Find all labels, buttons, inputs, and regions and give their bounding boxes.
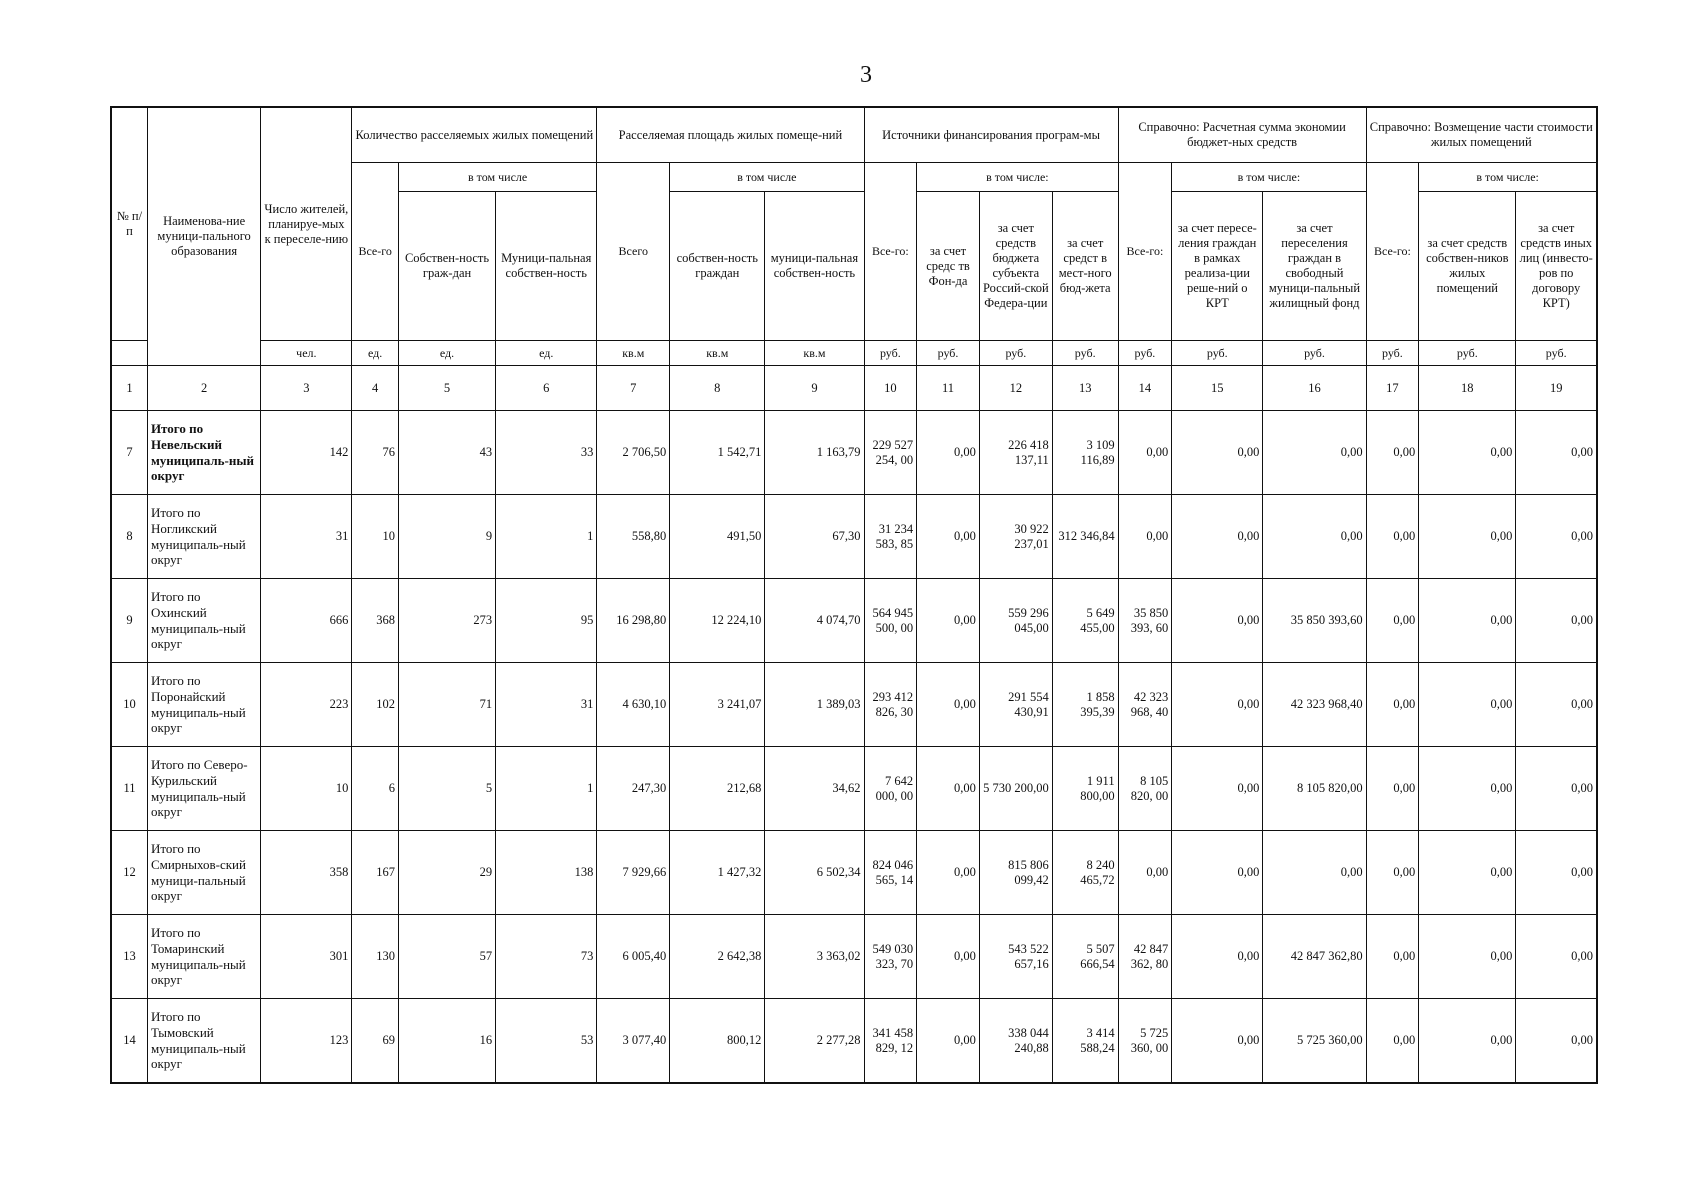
cell-c10: 549 030 323, 70 — [864, 915, 917, 999]
cell-c15: 0,00 — [1172, 579, 1263, 663]
cell-c10: 7 642 000, 00 — [864, 747, 917, 831]
cell-c13: 1 858 395,39 — [1052, 663, 1118, 747]
header-fin-total: Все-го: — [864, 163, 917, 341]
row-number: 12 — [111, 831, 147, 915]
column-number: 9 — [765, 366, 864, 411]
cell-c19: 0,00 — [1516, 411, 1597, 495]
table-row — [111, 411, 1597, 495]
unit-cell: кв.м — [765, 341, 864, 366]
cell-c4: 69 — [352, 999, 399, 1084]
cell-c9: 1 389,03 — [765, 663, 864, 747]
cell-c18: 0,00 — [1419, 915, 1516, 999]
column-number: 7 — [597, 366, 670, 411]
row-number: 7 — [111, 411, 147, 495]
table-row — [111, 495, 1597, 579]
cell-c10: 341 458 829, 12 — [864, 999, 917, 1084]
cell-c12: 226 418 137,11 — [979, 411, 1052, 495]
header-group-area: Расселяемая площадь жилых помеще-ний — [597, 107, 864, 163]
cell-c18: 0,00 — [1419, 495, 1516, 579]
cell-c13: 312 346,84 — [1052, 495, 1118, 579]
cell-c6: 73 — [496, 915, 597, 999]
header-comp-total: Все-го: — [1366, 163, 1419, 341]
table-row — [111, 999, 1597, 1084]
cell-c12: 5 730 200,00 — [979, 747, 1052, 831]
cell-c16: 8 105 820,00 — [1263, 747, 1366, 831]
cell-c12: 815 806 099,42 — [979, 831, 1052, 915]
cell-c8: 2 642,38 — [670, 915, 765, 999]
municipality-name: Итого по Ногликский муниципаль-ный округ — [147, 495, 260, 579]
column-number: 13 — [1052, 366, 1118, 411]
header-group-economy: Справочно: Расчетная сумма экономии бюджет-ных средств — [1118, 107, 1366, 163]
municipality-name: Итого по Поронайский муниципаль-ный округ — [147, 663, 260, 747]
cell-c9: 34,62 — [765, 747, 864, 831]
cell-c7: 247,30 — [597, 747, 670, 831]
table-row — [111, 831, 1597, 915]
row-number: 9 — [111, 579, 147, 663]
cell-c15: 0,00 — [1172, 411, 1263, 495]
unit-cell: ед. — [398, 341, 495, 366]
cell-c17: 0,00 — [1366, 495, 1419, 579]
cell-c8: 212,68 — [670, 747, 765, 831]
cell-c19: 0,00 — [1516, 495, 1597, 579]
cell-c6: 138 — [496, 831, 597, 915]
header-comp-others: за счет средств иных лиц (инвесто-ров по договору КРТ) — [1516, 192, 1597, 341]
cell-c3: 142 — [261, 411, 352, 495]
municipality-name: Итого по Тымовский муниципаль-ный округ — [147, 999, 260, 1084]
cell-c11: 0,00 — [917, 579, 980, 663]
cell-c14: 8 105 820, 00 — [1118, 747, 1172, 831]
cell-c5: 16 — [398, 999, 495, 1084]
cell-c4: 102 — [352, 663, 399, 747]
cell-c7: 4 630,10 — [597, 663, 670, 747]
cell-c8: 800,12 — [670, 999, 765, 1084]
cell-c13: 3 414 588,24 — [1052, 999, 1118, 1084]
cell-c17: 0,00 — [1366, 663, 1419, 747]
cell-c10: 824 046 565, 14 — [864, 831, 917, 915]
cell-c18: 0,00 — [1419, 663, 1516, 747]
cell-c8: 3 241,07 — [670, 663, 765, 747]
column-number: 18 — [1419, 366, 1516, 411]
cell-c4: 6 — [352, 747, 399, 831]
unit-cell: руб. — [917, 341, 980, 366]
cell-c11: 0,00 — [917, 411, 980, 495]
column-number: 11 — [917, 366, 980, 411]
unit-cell: руб. — [1172, 341, 1263, 366]
header-comp-in-that: в том числе: — [1419, 163, 1597, 192]
cell-c6: 95 — [496, 579, 597, 663]
cell-c11: 0,00 — [917, 999, 980, 1084]
cell-c14: 0,00 — [1118, 411, 1172, 495]
cell-c16: 0,00 — [1263, 831, 1366, 915]
cell-c3: 358 — [261, 831, 352, 915]
cell-c16: 42 323 968,40 — [1263, 663, 1366, 747]
cell-c3: 10 — [261, 747, 352, 831]
cell-c15: 0,00 — [1172, 831, 1263, 915]
header-econ-krt: за счет пересе-ления граждан в рамках реализа-ции реше-ний о КРТ — [1172, 192, 1263, 341]
cell-c9: 3 363,02 — [765, 915, 864, 999]
column-number: 17 — [1366, 366, 1419, 411]
cell-c9: 67,30 — [765, 495, 864, 579]
cell-c14: 42 847 362, 80 — [1118, 915, 1172, 999]
cell-c7: 6 005,40 — [597, 915, 670, 999]
cell-c18: 0,00 — [1419, 579, 1516, 663]
row-number: 10 — [111, 663, 147, 747]
column-number: 5 — [398, 366, 495, 411]
cell-c19: 0,00 — [1516, 579, 1597, 663]
column-number: 4 — [352, 366, 399, 411]
table-row — [111, 915, 1597, 999]
header-name: Наименова-ние муници-пального образования — [147, 107, 260, 366]
header-qty-private: Собствен-ность граж-дан — [398, 192, 495, 341]
cell-c14: 5 725 360, 00 — [1118, 999, 1172, 1084]
unit-cell: кв.м — [670, 341, 765, 366]
cell-c5: 57 — [398, 915, 495, 999]
cell-c4: 10 — [352, 495, 399, 579]
table-row — [111, 579, 1597, 663]
cell-c18: 0,00 — [1419, 411, 1516, 495]
cell-c3: 666 — [261, 579, 352, 663]
header-area-in-that: в том числе — [670, 163, 864, 192]
cell-c4: 76 — [352, 411, 399, 495]
header-area-private: собствен-ность граждан — [670, 192, 765, 341]
header-area-municipal: муници-пальная собствен-ность — [765, 192, 864, 341]
cell-c15: 0,00 — [1172, 999, 1263, 1084]
header-group-financing: Источники финансирования програм-мы — [864, 107, 1118, 163]
cell-c7: 558,80 — [597, 495, 670, 579]
resettlement-table — [110, 106, 1598, 1084]
cell-c8: 12 224,10 — [670, 579, 765, 663]
cell-c8: 1 427,32 — [670, 831, 765, 915]
cell-c12: 559 296 045,00 — [979, 579, 1052, 663]
unit-cell: ед. — [352, 341, 399, 366]
cell-c7: 7 929,66 — [597, 831, 670, 915]
cell-c12: 543 522 657,16 — [979, 915, 1052, 999]
cell-c9: 4 074,70 — [765, 579, 864, 663]
header-no: № п/ п — [111, 107, 147, 341]
table-row — [111, 747, 1597, 831]
cell-c15: 0,00 — [1172, 495, 1263, 579]
unit-cell: руб. — [1366, 341, 1419, 366]
unit-cell: руб. — [864, 341, 917, 366]
cell-c11: 0,00 — [917, 831, 980, 915]
cell-c6: 33 — [496, 411, 597, 495]
municipality-name: Итого по Смирныхов-ский муници-пальный округ — [147, 831, 260, 915]
cell-c5: 5 — [398, 747, 495, 831]
cell-c14: 0,00 — [1118, 495, 1172, 579]
cell-c17: 0,00 — [1366, 579, 1419, 663]
cell-c10: 564 945 500, 00 — [864, 579, 917, 663]
unit-cell: руб. — [1419, 341, 1516, 366]
header-econ-total: Все-го: — [1118, 163, 1172, 341]
cell-c11: 0,00 — [917, 495, 980, 579]
cell-c4: 368 — [352, 579, 399, 663]
cell-c11: 0,00 — [917, 663, 980, 747]
cell-c9: 6 502,34 — [765, 831, 864, 915]
header-fin-fund: за счет средс тв Фон-да — [917, 192, 980, 341]
unit-cell: руб. — [1118, 341, 1172, 366]
row-number: 11 — [111, 747, 147, 831]
column-number: 2 — [147, 366, 260, 411]
row-number: 14 — [111, 999, 147, 1084]
municipality-name: Итого по Охинский муниципаль-ный округ — [147, 579, 260, 663]
cell-c9: 1 163,79 — [765, 411, 864, 495]
row-number: 8 — [111, 495, 147, 579]
cell-c11: 0,00 — [917, 915, 980, 999]
cell-c3: 31 — [261, 495, 352, 579]
cell-c17: 0,00 — [1366, 831, 1419, 915]
cell-c13: 1 911 800,00 — [1052, 747, 1118, 831]
cell-c17: 0,00 — [1366, 999, 1419, 1084]
cell-c6: 53 — [496, 999, 597, 1084]
unit-cell: кв.м — [597, 341, 670, 366]
unit-cell: руб. — [979, 341, 1052, 366]
unit-cell: руб. — [1263, 341, 1366, 366]
cell-c19: 0,00 — [1516, 747, 1597, 831]
cell-c18: 0,00 — [1419, 831, 1516, 915]
header-econ-in-that: в том числе: — [1172, 163, 1366, 192]
column-number: 16 — [1263, 366, 1366, 411]
cell-c13: 5 507 666,54 — [1052, 915, 1118, 999]
cell-c16: 35 850 393,60 — [1263, 579, 1366, 663]
cell-c15: 0,00 — [1172, 915, 1263, 999]
municipality-name: Итого по Томаринский муниципаль-ный округ — [147, 915, 260, 999]
cell-c15: 0,00 — [1172, 663, 1263, 747]
cell-c15: 0,00 — [1172, 747, 1263, 831]
column-number: 19 — [1516, 366, 1597, 411]
units-row — [111, 341, 1597, 366]
unit-cell: ед. — [496, 341, 597, 366]
column-number: 6 — [496, 366, 597, 411]
cell-c13: 5 649 455,00 — [1052, 579, 1118, 663]
cell-c10: 31 234 583, 85 — [864, 495, 917, 579]
header-fin-region: за счет средств бюджета субъекта Россий-ской Федера-ции — [979, 192, 1052, 341]
cell-c6: 1 — [496, 495, 597, 579]
header-area-total: Всего — [597, 163, 670, 341]
cell-c7: 16 298,80 — [597, 579, 670, 663]
unit-cell: чел. — [261, 341, 352, 366]
column-number: 10 — [864, 366, 917, 411]
header-econ-free: за счет переселения граждан в свободный муници-пальный жилищный фонд — [1263, 192, 1366, 341]
cell-c16: 5 725 360,00 — [1263, 999, 1366, 1084]
header-fin-in-that: в том числе: — [917, 163, 1118, 192]
header-group-qty: Количество расселяемых жилых помещений — [352, 107, 597, 163]
cell-c7: 3 077,40 — [597, 999, 670, 1084]
cell-c12: 291 554 430,91 — [979, 663, 1052, 747]
header-fin-local: за счет средст в мест-ного бюд-жета — [1052, 192, 1118, 341]
table-row — [111, 663, 1597, 747]
cell-c18: 0,00 — [1419, 999, 1516, 1084]
cell-c16: 0,00 — [1263, 411, 1366, 495]
cell-c16: 42 847 362,80 — [1263, 915, 1366, 999]
cell-c8: 1 542,71 — [670, 411, 765, 495]
cell-c11: 0,00 — [917, 747, 980, 831]
cell-c9: 2 277,28 — [765, 999, 864, 1084]
unit-cell — [111, 341, 147, 366]
cell-c5: 43 — [398, 411, 495, 495]
cell-c14: 42 323 968, 40 — [1118, 663, 1172, 747]
cell-c3: 301 — [261, 915, 352, 999]
cell-c7: 2 706,50 — [597, 411, 670, 495]
cell-c19: 0,00 — [1516, 831, 1597, 915]
cell-c4: 130 — [352, 915, 399, 999]
cell-c13: 3 109 116,89 — [1052, 411, 1118, 495]
unit-cell: руб. — [1516, 341, 1597, 366]
cell-c3: 123 — [261, 999, 352, 1084]
cell-c6: 31 — [496, 663, 597, 747]
column-numbers-row — [111, 366, 1597, 411]
cell-c5: 9 — [398, 495, 495, 579]
municipality-name: Итого по Невельский муниципаль-ный округ — [147, 411, 260, 495]
cell-c17: 0,00 — [1366, 747, 1419, 831]
cell-c14: 35 850 393, 60 — [1118, 579, 1172, 663]
cell-c19: 0,00 — [1516, 663, 1597, 747]
cell-c12: 338 044 240,88 — [979, 999, 1052, 1084]
column-number: 1 — [111, 366, 147, 411]
column-number: 3 — [261, 366, 352, 411]
cell-c14: 0,00 — [1118, 831, 1172, 915]
header-group-compensation: Справочно: Возмещение части стоимости жилых помещений — [1366, 107, 1597, 163]
cell-c18: 0,00 — [1419, 747, 1516, 831]
cell-c3: 223 — [261, 663, 352, 747]
unit-cell: руб. — [1052, 341, 1118, 366]
header-comp-owners: за счет средств собствен-ников жилых помещений — [1419, 192, 1516, 341]
municipality-name: Итого по Северо-Курильский муниципаль-ный округ — [147, 747, 260, 831]
row-number: 13 — [111, 915, 147, 999]
cell-c10: 229 527 254, 00 — [864, 411, 917, 495]
header-qty-total: Все-го — [352, 163, 399, 341]
cell-c10: 293 412 826, 30 — [864, 663, 917, 747]
cell-c12: 30 922 237,01 — [979, 495, 1052, 579]
cell-c5: 273 — [398, 579, 495, 663]
cell-c17: 0,00 — [1366, 915, 1419, 999]
column-number: 12 — [979, 366, 1052, 411]
cell-c8: 491,50 — [670, 495, 765, 579]
cell-c5: 71 — [398, 663, 495, 747]
cell-c13: 8 240 465,72 — [1052, 831, 1118, 915]
cell-c16: 0,00 — [1263, 495, 1366, 579]
column-number: 14 — [1118, 366, 1172, 411]
cell-c19: 0,00 — [1516, 999, 1597, 1084]
cell-c17: 0,00 — [1366, 411, 1419, 495]
cell-c6: 1 — [496, 747, 597, 831]
header-residents: Число жителей, планируе-мых к переселе-нию — [261, 107, 352, 341]
column-number: 15 — [1172, 366, 1263, 411]
header-qty-in-that: в том числе — [398, 163, 596, 192]
column-number: 8 — [670, 366, 765, 411]
header-qty-municipal: Муници-пальная собствен-ность — [496, 192, 597, 341]
cell-c4: 167 — [352, 831, 399, 915]
cell-c19: 0,00 — [1516, 915, 1597, 999]
page-number: 3 — [860, 62, 872, 88]
cell-c5: 29 — [398, 831, 495, 915]
